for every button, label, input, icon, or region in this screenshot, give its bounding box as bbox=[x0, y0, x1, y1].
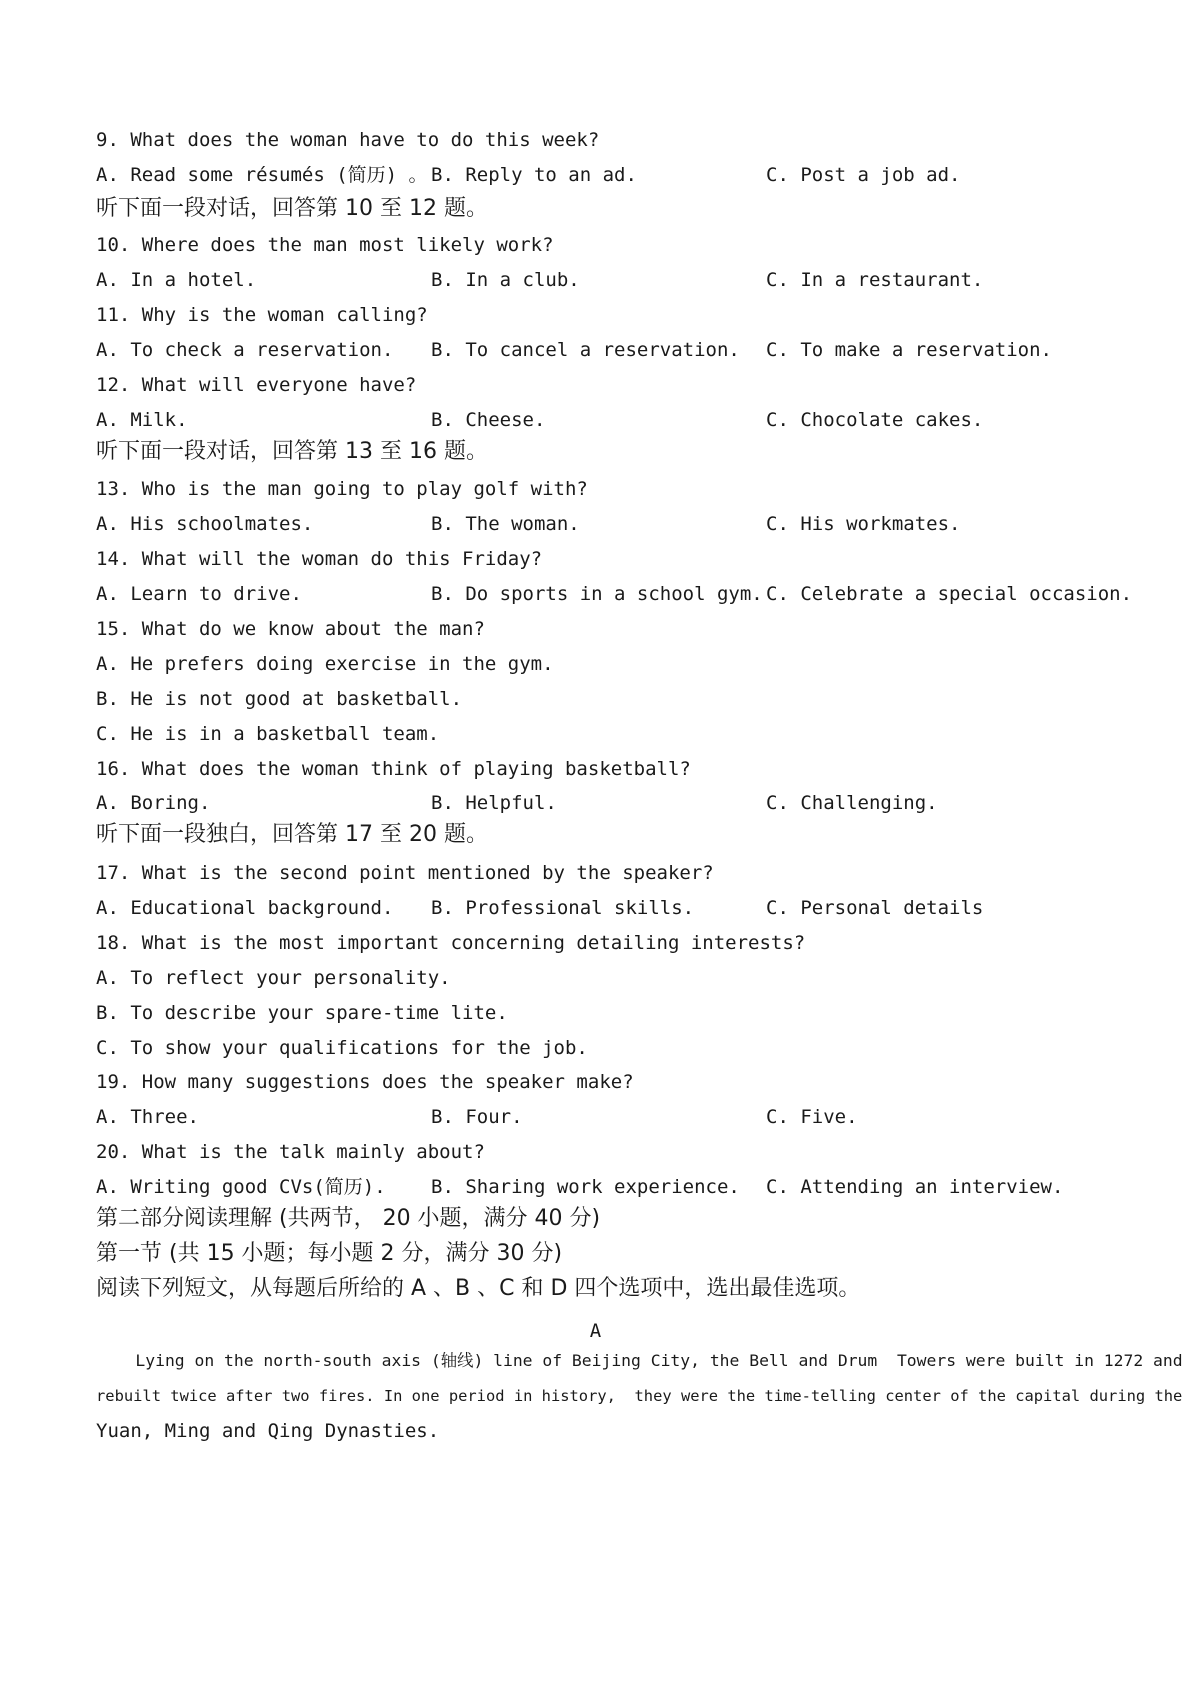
options-row-16 bbox=[0, 791, 1191, 815]
option-c: C. In a restaurant. bbox=[766, 269, 984, 291]
option-b: B. To cancel a reservation. bbox=[431, 339, 740, 361]
question-15: 15. What do we know about the man? bbox=[96, 618, 485, 640]
option-a: A. Educational background. bbox=[96, 897, 394, 919]
question-20: 20. What is the talk mainly about? bbox=[96, 1141, 485, 1163]
option-a: A. Read some résumés (简历) 。 bbox=[96, 164, 428, 186]
option-b: B. He is not good at basketball. bbox=[96, 688, 463, 710]
option-a: A. To check a reservation. bbox=[96, 339, 394, 361]
question-13: 13. Who is the man going to play golf with? bbox=[96, 478, 588, 500]
option-a: A. Learn to drive. bbox=[96, 583, 302, 605]
option-a: A. His schoolmates. bbox=[96, 513, 314, 535]
part2-heading: 第二部分阅读理解 (共两节， 20 小题，满分 40 分) bbox=[96, 1206, 601, 1231]
question-17: 17. What is the second point mentioned by the speaker? bbox=[96, 862, 714, 884]
question-14: 14. What will the woman do this Friday? bbox=[96, 548, 543, 570]
option-a: A. Three. bbox=[96, 1106, 199, 1128]
section-heading-17-20: 听下面一段独白，回答第 17 至 20 题。 bbox=[96, 822, 488, 847]
option-c: C. Post a job ad. bbox=[766, 164, 961, 186]
options-row-12 bbox=[0, 408, 1191, 432]
question-16: 16. What does the woman think of playing basketball? bbox=[96, 758, 691, 780]
option-c: C. To make a reservation. bbox=[766, 339, 1052, 361]
option-c: C. Attending an interview. bbox=[766, 1176, 1064, 1198]
options-row-14 bbox=[0, 582, 1191, 606]
question-10: 10. Where does the man most likely work? bbox=[96, 234, 554, 256]
options-row-9 bbox=[0, 163, 1191, 187]
options-row-10 bbox=[0, 268, 1191, 292]
option-b: B. In a club. bbox=[431, 269, 580, 291]
option-c: C. Five. bbox=[766, 1106, 858, 1128]
option-c: C. He is in a basketball team. bbox=[96, 723, 440, 745]
option-c: C. His workmates. bbox=[766, 513, 961, 535]
question-9: 9. What does the woman have to do this week? bbox=[96, 129, 600, 151]
question-19: 19. How many suggestions does the speaker make? bbox=[96, 1071, 634, 1093]
option-b: B. The woman. bbox=[431, 513, 580, 535]
option-a: A. He prefers doing exercise in the gym. bbox=[96, 653, 554, 675]
option-a: A. Boring. bbox=[96, 792, 211, 814]
option-a: A. Milk. bbox=[96, 409, 188, 431]
passage-line-1: Lying on the north-south axis (轴线) line of Beijing City, the Bell and Drum Towers were built in 1272 and bbox=[96, 1351, 1183, 1370]
option-b: B. Sharing work experience. bbox=[431, 1176, 740, 1198]
option-a: A. Writing good CVs(简历). bbox=[96, 1176, 386, 1198]
question-18: 18. What is the most important concerning detailing interests? bbox=[96, 932, 806, 954]
option-c: C. Chocolate cakes. bbox=[766, 409, 984, 431]
option-b: B. Reply to an ad. bbox=[431, 164, 637, 186]
option-b: B. Do sports in a school gym. bbox=[431, 583, 763, 605]
option-c: C. Personal details bbox=[766, 897, 984, 919]
passage-line-2: rebuilt twice after two fires. In one period in history, they were the time-telling center of the capital during the bbox=[96, 1387, 1183, 1405]
options-row-17 bbox=[0, 896, 1191, 920]
options-row-19 bbox=[0, 1105, 1191, 1129]
option-b: B. Helpful. bbox=[431, 792, 557, 814]
options-row-13 bbox=[0, 512, 1191, 536]
question-12: 12. What will everyone have? bbox=[96, 374, 417, 396]
option-c: C. Challenging. bbox=[766, 792, 938, 814]
option-a: A. In a hotel. bbox=[96, 269, 257, 291]
reading-instruction: 阅读下列短文，从每题后所给的 A 、B 、C 和 D 四个选项中，选出最佳选项。 bbox=[96, 1276, 861, 1301]
options-row-20 bbox=[0, 1175, 1191, 1199]
section-heading-13-16: 听下面一段对话，回答第 13 至 16 题。 bbox=[96, 439, 488, 464]
passage-letter: A bbox=[589, 1320, 602, 1342]
option-b: B. To describe your spare-time lite. bbox=[96, 1002, 508, 1024]
question-11: 11. Why is the woman calling? bbox=[96, 304, 428, 326]
option-c: C. To show your qualifications for the job. bbox=[96, 1037, 588, 1059]
option-a: A. To reflect your personality. bbox=[96, 967, 451, 989]
options-row-11 bbox=[0, 338, 1191, 362]
option-b: B. Four. bbox=[431, 1106, 523, 1128]
option-c: C. Celebrate a special occasion. bbox=[766, 583, 1133, 605]
passage-line-3: Yuan, Ming and Qing Dynasties. bbox=[96, 1420, 440, 1442]
section1-heading: 第一节 (共 15 小题；每小题 2 分，满分 30 分) bbox=[96, 1241, 563, 1266]
option-b: B. Professional skills. bbox=[431, 897, 695, 919]
option-b: B. Cheese. bbox=[431, 409, 546, 431]
section-heading-10-12: 听下面一段对话，回答第 10 至 12 题。 bbox=[96, 196, 488, 221]
